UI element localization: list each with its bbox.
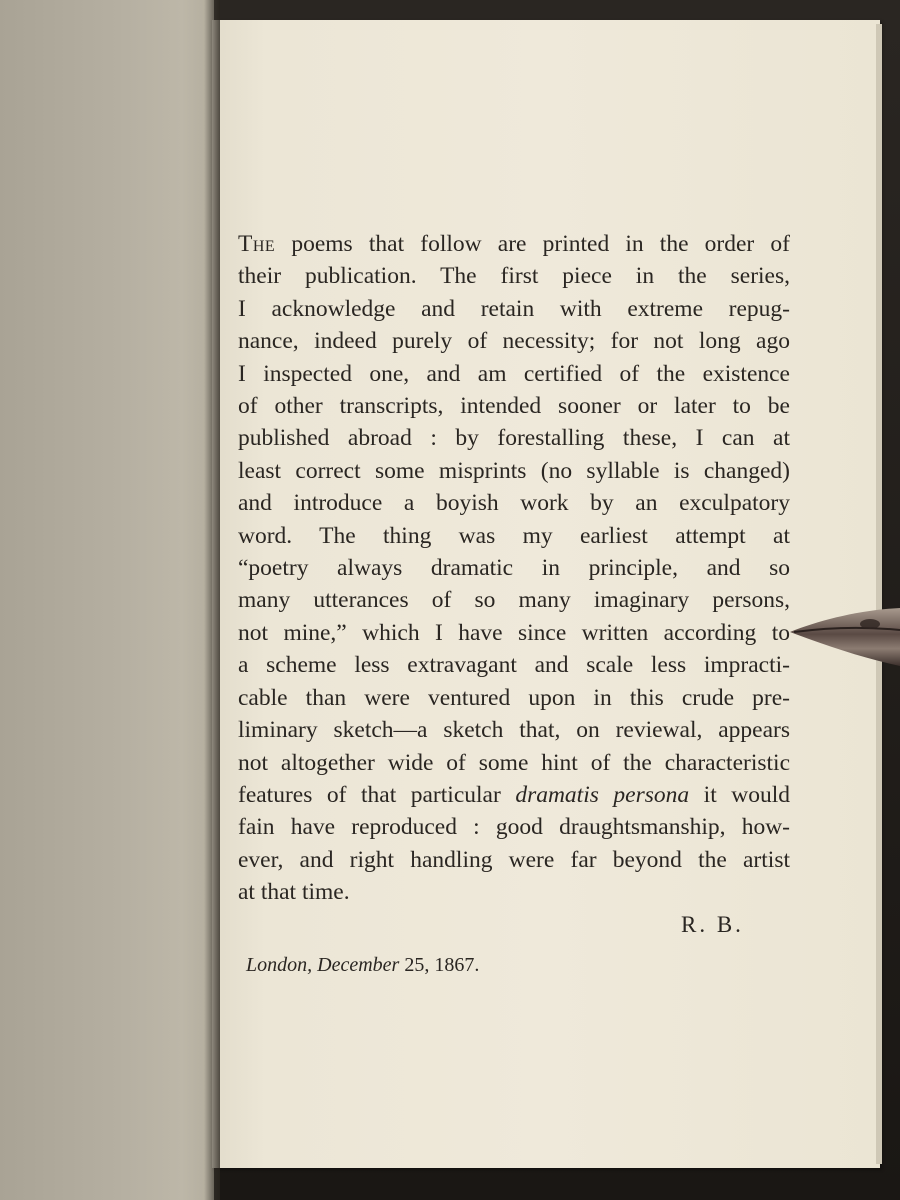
italic-phrase: dramatis persona: [515, 781, 690, 808]
text-line: [238, 228, 790, 260]
line-text: poems that follow are printed in the order of: [275, 231, 790, 257]
line-text: it would: [689, 781, 790, 808]
text-line: and introduce a boyish work by an exculpatory: [238, 490, 790, 517]
text-line: liminary sketch—a sketch that, on reviewal, appears: [238, 717, 790, 744]
text-line: [238, 779, 790, 811]
preface-text: [238, 228, 790, 909]
text-line: not mine,” which I have since written according to: [238, 619, 790, 646]
text-line: many utterances of so many imaginary persons,: [238, 587, 790, 614]
text-line: a scheme less extravagant and scale less impracti-: [238, 652, 790, 679]
text-line: fain have reproduced : good draughtsmanship, how-: [238, 814, 790, 841]
line-text: features of that particular: [238, 781, 516, 808]
dateline-place: London,: [246, 954, 313, 976]
text-line: ever, and right handling were far beyond the artist: [238, 846, 790, 873]
signature-initials: R. B.: [681, 912, 744, 937]
page-edge: [876, 24, 882, 1164]
text-line: cable than were ventured upon in this crude pre-: [238, 684, 790, 711]
book-gutter: [204, 0, 220, 1200]
text-line: least correct some misprints (no syllable is changed): [238, 457, 790, 484]
dateline-day-year: 25, 1867.: [399, 954, 480, 976]
text-line: I acknowledge and retain with extreme repug-: [238, 295, 790, 322]
text-line: at that time.: [238, 879, 350, 906]
text-line: word. The thing was my earliest attempt at: [238, 522, 790, 549]
text-line: published abroad : by forestalling these, I can at: [238, 425, 790, 452]
text-line: I inspected one, and am certified of the existence: [238, 360, 790, 387]
text-line: of other transcripts, intended sooner or later to be: [238, 393, 790, 420]
text-line: not altogether wide of some hint of the characteristic: [238, 749, 790, 776]
text-line: their publication. The first piece in the series,: [238, 263, 790, 290]
pen-nib-pointer: [790, 606, 900, 674]
text-line: nance, indeed purely of necessity; for not long ago: [238, 328, 790, 355]
left-blank-page: [0, 0, 214, 1200]
dateline-month: December: [317, 954, 400, 976]
dateline: [246, 954, 479, 977]
text-line: “poetry always dramatic in principle, and so: [238, 555, 790, 582]
lead-word: The: [238, 231, 276, 257]
